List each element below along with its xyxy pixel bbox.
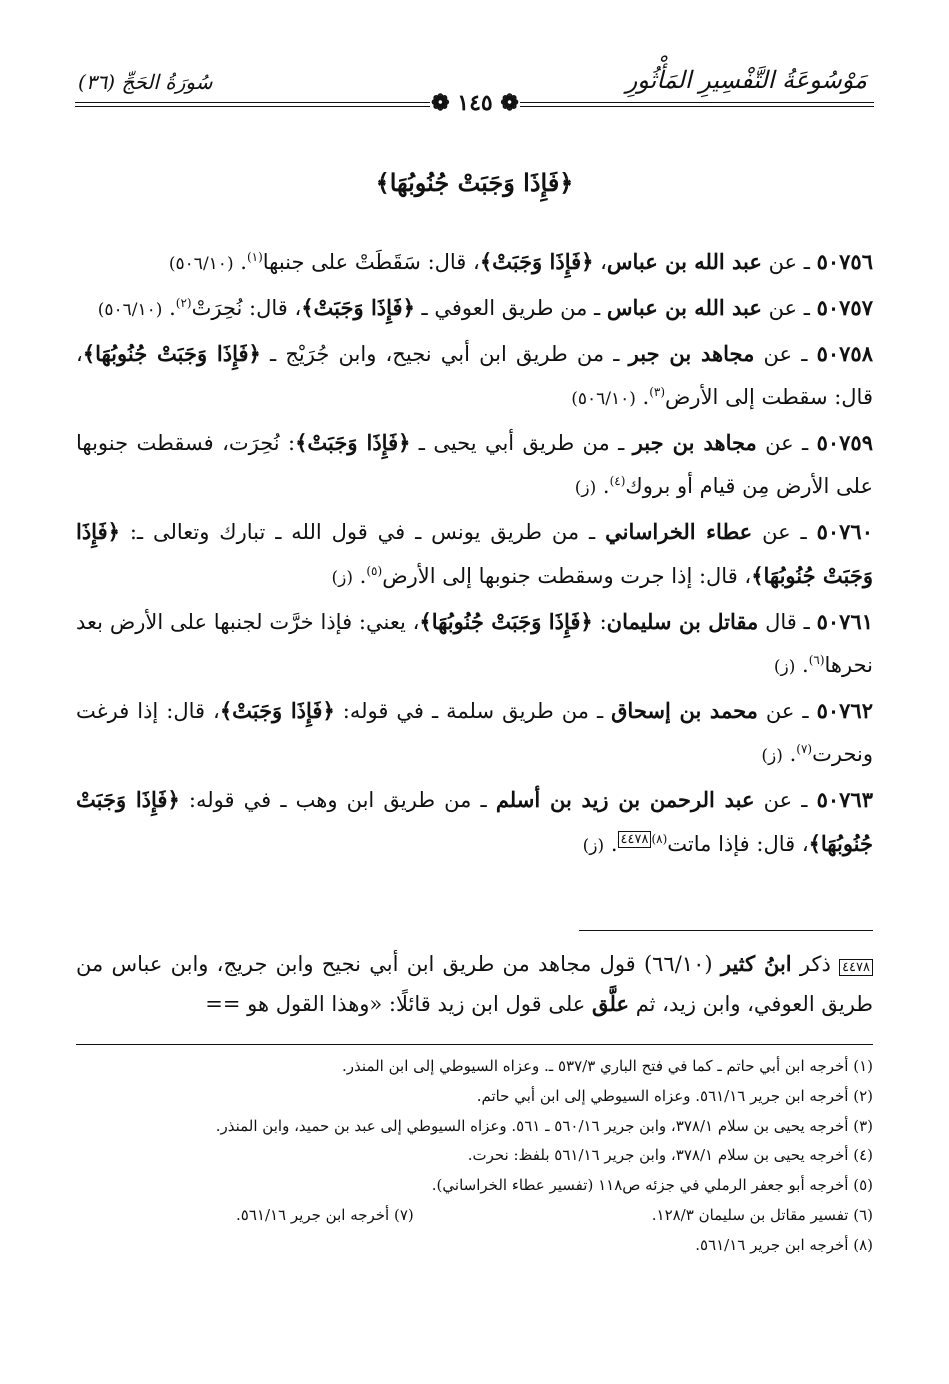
footnote: (٥) أخرجه أبو جعفر الرملي في جزئه ص١١٨ (تفسير عطاء الخراساني). bbox=[431, 1176, 873, 1195]
entry-text: ـ عن bbox=[761, 250, 817, 274]
footnote-ref: (٧) bbox=[796, 742, 813, 756]
commentary-ref-box: ٤٤٧٨ bbox=[618, 831, 652, 848]
footnote: (٦) تفسير مقاتل بن سليمان ١٢٨/٣. bbox=[651, 1205, 873, 1224]
entry-text: . bbox=[782, 742, 797, 766]
entry-text: . bbox=[233, 250, 247, 274]
footnote-ref: (٤) bbox=[609, 474, 626, 488]
footnotes bbox=[76, 1052, 873, 1261]
entry-text: . bbox=[635, 385, 650, 409]
volume-citation: (٥٠٦/١٠) bbox=[571, 389, 636, 409]
narration-entry bbox=[76, 421, 873, 510]
footnote-ref: (٦) bbox=[808, 653, 825, 667]
entry-text: ـ من طريق يونس ـ في قول الله ـ تبارك وتعالى ـ: bbox=[119, 520, 606, 544]
footnote-ref: (٥) bbox=[366, 564, 383, 578]
entry-number: ٥٠٧٦١ bbox=[816, 609, 874, 634]
entry-text: ـ عن bbox=[756, 431, 817, 455]
entry-text: : bbox=[592, 610, 607, 634]
entry-text: . bbox=[795, 653, 809, 677]
entry-number: ٥٠٧٥٧ bbox=[816, 295, 873, 320]
footnote: (٧) أخرجه ابن جرير ٥٦١/١٦. bbox=[236, 1205, 414, 1224]
quran-quote: ﴿فَإِذَا وَجَبَتْ جُنُوبُهَا﴾ bbox=[419, 609, 593, 634]
entry-text: ، bbox=[593, 250, 607, 274]
footnote-ref: (٨) bbox=[651, 832, 668, 846]
narrator-name: عطاء الخراساني bbox=[605, 519, 753, 544]
footnote-ref: (٣) bbox=[649, 385, 666, 399]
entry-text: . bbox=[162, 296, 176, 320]
entry-text: ـ من طريق ابن أبي نجيح، وابن جُرَيْج ـ bbox=[260, 342, 629, 366]
footnote-ref: (٢) bbox=[175, 296, 192, 310]
narrator-name: مجاهد بن جبر bbox=[628, 341, 755, 366]
narrator-name: عبد الرحمن بن زيد بن أسلم bbox=[495, 787, 755, 812]
quran-quote: ﴿فَإِذَا وَجَبَتْ﴾ bbox=[295, 430, 411, 455]
quran-quote: ﴿فَإِذَا وَجَبَتْ جُنُوبُهَا﴾ bbox=[76, 787, 873, 856]
narration-entry bbox=[76, 510, 873, 600]
quran-quote: ﴿فَإِذَا وَجَبَتْ جُنُوبُهَا﴾ bbox=[82, 341, 261, 366]
narration-entry bbox=[76, 778, 873, 868]
volume-citation: (٥٠٦/١٠) bbox=[97, 300, 163, 320]
footnote: (٤) أخرجه يحيى بن سلام ٣٧٨/١، وابن جرير ٥٦١/١٦ بلفظ: نحرت. bbox=[467, 1146, 873, 1165]
quran-quote: ﴿فَإِذَا وَجَبَتْ﴾ bbox=[479, 249, 594, 274]
footnote: (٢) أخرجه ابن جرير ٥٦١/١٦. وعزاه السيوطي إلى ابن أبي حاتم. bbox=[476, 1086, 873, 1105]
entry-text: ـ عن bbox=[757, 699, 817, 723]
narrations bbox=[76, 240, 873, 868]
entry-text: ، قال: إذا فرغت ونحرت bbox=[76, 699, 873, 766]
entry-text: ـ من طريق سلمة ـ في قوله: bbox=[334, 699, 612, 723]
scholar-name: ابنُ كثير bbox=[720, 951, 792, 976]
narration-entry bbox=[76, 240, 873, 286]
entry-number: ٥٠٧٦٢ bbox=[816, 698, 873, 723]
narration-entry bbox=[76, 689, 873, 778]
footnote: (٣) أخرجه يحيى بن سلام ٣٧٨/١، وابن جرير ٥٦٠/١٦ ـ ٥٦١. وعزاه السيوطي إلى عبد بن حميد، وابن المنذر. bbox=[215, 1116, 873, 1135]
ornament-icon: ❁ bbox=[431, 90, 450, 116]
narration-entry bbox=[76, 286, 873, 332]
entry-text: . bbox=[604, 832, 618, 856]
entry-number: ٥٠٧٥٨ bbox=[816, 341, 873, 366]
footnote: (٨) أخرجه ابن جرير ٥٦١/١٦. bbox=[695, 1235, 873, 1254]
entry-text: : نُحِرَت، فسقطت جنوبها على الأرض مِن قيام أو بروك bbox=[76, 431, 873, 498]
source-code: (ز) bbox=[574, 478, 597, 498]
commentary-separator bbox=[579, 930, 873, 931]
source-code: (ز) bbox=[582, 836, 605, 856]
entry-text: ، يعني: فإذا خرَّت لجنبها على الأرض بعد نحرها bbox=[76, 610, 873, 677]
entry-number: ٥٠٧٦٣ bbox=[816, 787, 873, 812]
narration-entry bbox=[76, 332, 873, 421]
entry-text: ـ من طريق ابن وهب ـ في قوله: bbox=[179, 788, 496, 812]
narrator-name: محمد بن إسحاق bbox=[611, 698, 758, 723]
running-head-book-title: مَوْسُوعَةُ التَّفْسِيرِ المَأْثُورِ bbox=[625, 66, 867, 94]
note-emphasis: علَّق bbox=[592, 991, 630, 1016]
commentary-number-box: ٤٤٧٨ bbox=[839, 959, 873, 976]
entry-number: ٥٠٧٦٠ bbox=[816, 519, 873, 544]
entry-text: ـ عن bbox=[754, 342, 817, 366]
footnote: (١) أخرجه ابن أبي حاتم ـ كما في فتح الباري ٥٣٧/٣ ـ. وعزاه السيوطي إلى ابن المنذر. bbox=[342, 1057, 873, 1075]
note-text: ذكر bbox=[791, 952, 840, 976]
narration-entry bbox=[76, 600, 873, 689]
entry-number: ٥٠٧٥٦ bbox=[816, 249, 873, 274]
entry-text: ـ عن bbox=[754, 788, 817, 812]
footnote-ref: (١) bbox=[246, 250, 263, 264]
entry-text: ، قال: فإذا ماتت bbox=[667, 832, 809, 856]
entry-text: ، قال: سَقَطَتْ على جنبها bbox=[262, 250, 480, 274]
footnote-pair bbox=[76, 1201, 873, 1231]
entry-text: . bbox=[353, 564, 367, 588]
entry-text: ، قال: إذا جرت وسقطت جنوبها إلى الأرض bbox=[382, 564, 752, 588]
entry-number: ٥٠٧٥٩ bbox=[816, 430, 873, 455]
narrator-name: عبد الله بن عباس bbox=[606, 249, 762, 274]
entry-text: ـ من طريق العوفي ـ bbox=[414, 296, 607, 320]
narrator-name: مجاهد بن جبر bbox=[632, 430, 757, 455]
narrator-name: مقاتل بن سليمان bbox=[606, 609, 759, 634]
source-code: (ز) bbox=[773, 657, 796, 677]
footnote-separator bbox=[76, 1044, 873, 1045]
entry-text: ـ عن bbox=[752, 520, 817, 544]
entry-text: ـ قال bbox=[758, 610, 817, 634]
quran-quote: ﴿فَإِذَا وَجَبَتْ جُنُوبُهَا﴾ bbox=[76, 519, 873, 588]
quran-quote: ﴿فَإِذَا وَجَبَتْ﴾ bbox=[219, 698, 335, 723]
source-code: (ز) bbox=[761, 746, 783, 766]
narrator-name: عبد الله بن عباس bbox=[606, 295, 762, 320]
commentary-note bbox=[76, 944, 873, 1024]
running-head-surah: سُورَةُ الحَجِّ (٣٦) bbox=[78, 70, 213, 94]
quran-quote: ﴿فَإِذَا وَجَبَتْ﴾ bbox=[301, 295, 415, 320]
source-code: (ز) bbox=[331, 568, 353, 588]
page-number-text: ١٤٥ bbox=[457, 90, 493, 116]
volume-citation: (٥٠٦/١٠) bbox=[168, 254, 234, 274]
entry-text: . bbox=[596, 474, 610, 498]
note-text: (٦٦/١٠) قول مجاهد من طريق ابن أبي نجيح وابن جريج، وابن عباس من طريق العوفي، وابن زيد، ثم bbox=[76, 952, 873, 1016]
page-number bbox=[430, 90, 520, 116]
entry-text: ، قال: سقطت إلى الأرض bbox=[76, 342, 873, 409]
note-text: على قول ابن زيد قائلًا: «وهذا القول هو == bbox=[205, 992, 593, 1016]
entry-text: ـ عن bbox=[761, 296, 817, 320]
ornament-icon: ❁ bbox=[500, 90, 519, 116]
verse-heading: ﴿فَإِذَا وَجَبَتْ جُنُوبُهَا﴾ bbox=[375, 168, 574, 197]
entry-text: ـ من طريق أبي يحيى ـ bbox=[410, 431, 633, 455]
entry-text: ، قال: نُحِرَتْ bbox=[191, 296, 302, 320]
